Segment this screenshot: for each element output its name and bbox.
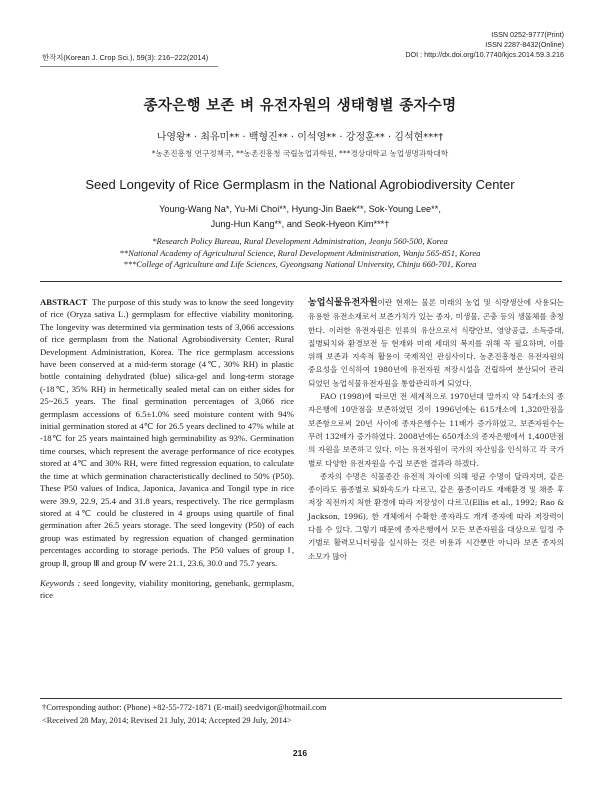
english-authors (0, 202, 600, 232)
abstract-text: The purpose of this study was to know the seed longevity of rice (Oryza sativa L.) germplasm for effective viability monitoring. The longevity was determined via germination tests of 3,066 accessions of rice germplasm from the National Agrobiodiversity Center, Rural Development Administration, Korea. The rice germplasm accessions have been conserved at a mid-term storage (4℃, 30% RH) in plastic bottle containing dehydrated (blue) silica-gel and long-term storage (-18℃, 35% RH) in hermetically sealed metal can on either sides for 25~26.5 years. The final germination percentages of 3,066 rice germplasm accessions of 6.5±1.0% seed moisture content with 94% initial germination stored at 4℃ for 26.5 years declined to 47% while at -18℃ for 25 years maintained high germinability as 93%. Germination time courses, which represent the average performance of rice ecotypes stored at 4℃ and 30% RH, were fitted regression equation, to calculate the time at which germination characteristically declined to 50% (P50). These P50 values of Indica, Japonica, Javanica and Tongil type in rice were 39.9, 22.9, 25.4 and 31.8 years, respectively. The rice germplasm stored at 4℃ could be clustered in 4 groups using quartile of final germination after 26.5 years storage. The seed longevity (P50) of each group was estimated by regression equation of changed germination percentages according to storage periods. The P50 values of group Ⅰ, group Ⅱ, group Ⅲ and group Ⅳ were 21.1, 23.6, 30.0 and 75.7 years. (40, 297, 294, 568)
footnote (42, 702, 562, 727)
body-paragraph-3: 종자의 수명은 식물종간 유전적 차이에 의해 평균 수명이 달라지며, 같은 종이라도 품종별로 퇴화속도가 다르고, 같은 품종이라도 재배환경 및 채종 후 저장 직전까지 처한 환경에 따라 저장성이 다르고(Ellis et al., 1992; Rao & Jackson, 1996), 한 개체에서 수확한 종자라도 개개 종자에 따라 저장력이 다를 수 있다. 그렇기 때문에 종자은행에서 모든 보존자원을 대상으로 일정 주기별로 활력모니터링을 실시하는 것은 비용과 시간뿐만 아니라 보존 종자의 소모가 많아 (308, 471, 564, 561)
body-paragraph-1 (308, 296, 564, 390)
abstract-column (40, 296, 294, 602)
korean-title: 종자은행 보존 벼 유전자원의 생태형별 종자수명 (143, 98, 457, 114)
header-divider (40, 66, 218, 67)
keywords-label: Keywords : (40, 577, 81, 588)
corresponding-author: †Corresponding author: (Phone) +82-55-772-1871 (E-mail) seedvigor@hotmail.com (42, 703, 327, 712)
footnote-divider (40, 698, 562, 699)
keywords (40, 577, 294, 602)
body-paragraph-2: FAO (1998)에 따르면 전 세계적으로 1970년대 말까지 약 54개소의 종자은행에 10만점을 보존하였던 것이 1996년에는 615개소에 1,320만점을 보존함으로써 20년 사이에 종자은행수는 11배가 증가하였고, 보존자원수는 무려 132배가 증가하였다. 2008년에는 650개소의 종자은행에서 1,400만점의 자원을 보존하고 있다. 이는 유전자원이 국가의 자산임을 인식하고 각 국가별로 다양한 유전자원을 수집 보존한 결과라 하겠다. (308, 392, 564, 468)
korean-affiliations: *농촌진흥청 연구정책국, **농촌진흥청 국립농업과학원, ***경상대학교 농업생명과학대학 (151, 149, 449, 158)
affiliation-3: ***College of Agriculture and Life Sciences, Gyeongsang National University, Chinju 660-701, Korea (123, 259, 477, 269)
english-authors-line1: Young-Wang Na*, Yu-Mi Choi**, Hyung-Jin Baek**, Sok-Young Lee**, (159, 204, 441, 214)
body-column (308, 296, 564, 563)
body-paragraph-1-text: 이란 현재는 물론 미래의 농업 및 식량생산에 사용되는 유용한 유전소재로서 보존가치가 있는 종자, 미생물, 곤충 등의 생물체를 총칭한다. 이러한 유전자원은 인류의 유산으로서 식량안보, 영양공급, 소득증대, 질병퇴치와 환경보전 등 현재와 미래 세대의 복지를 위해 꼭 필요하며, 이를 위해 보존과 지속적 활용이 국제적인 관심사이다. 농촌진흥청은 유전자원의 중요성을 인식하여 1980년에 유전자원 저장시설을 건립하여 분산되어 관리되었던 농업식물유전자원을 통합관리하게 되었다. (308, 298, 564, 388)
abstract (40, 296, 294, 569)
korean-authors: 나영왕* · 최유미** · 백형진** · 이석영** · 강정훈** · 김석현***† (156, 132, 444, 143)
body-lead-term: 농업식물유전자원 (308, 298, 378, 308)
page-number: 216 (292, 748, 308, 758)
doi: DOI : http://dx.doi.org/10.7740/kjcs.2014.59.3.216 (405, 50, 564, 59)
affiliation-2: **National Academy of Agricultural Science, Rural Development Administration, Wanju 565-851, Korea (119, 247, 481, 258)
abstract-label: ABSTRACT (40, 297, 88, 307)
issn-online: ISSN 2287-8432(Online) (485, 40, 564, 49)
affiliation-1: *Research Policy Bureau, Rural Development Administration, Jeonju 560-500, Korea (152, 236, 448, 246)
journal-citation: 한작지(Korean J. Crop Sci.), 59(3): 216~222(2014) (42, 53, 209, 62)
issn-print: ISSN 0252-9777(Print) (491, 30, 564, 39)
journal-identifiers (405, 30, 564, 60)
english-authors-line2: Jung-Hun Kang**, and Seok-Hyeon Kim***† (210, 219, 390, 229)
english-title: Seed Longevity of Rice Germplasm in the National Agrobiodiversity Center (85, 177, 515, 192)
english-affiliations (0, 236, 600, 271)
received-dates: <Received 28 May, 2014; Revised 21 July, 2014; Accepted 29 July, 2014> (42, 715, 292, 725)
keywords-text: seed longevity, viability monitoring, genebank, germplasm, rice (40, 577, 294, 601)
section-divider (40, 281, 562, 282)
